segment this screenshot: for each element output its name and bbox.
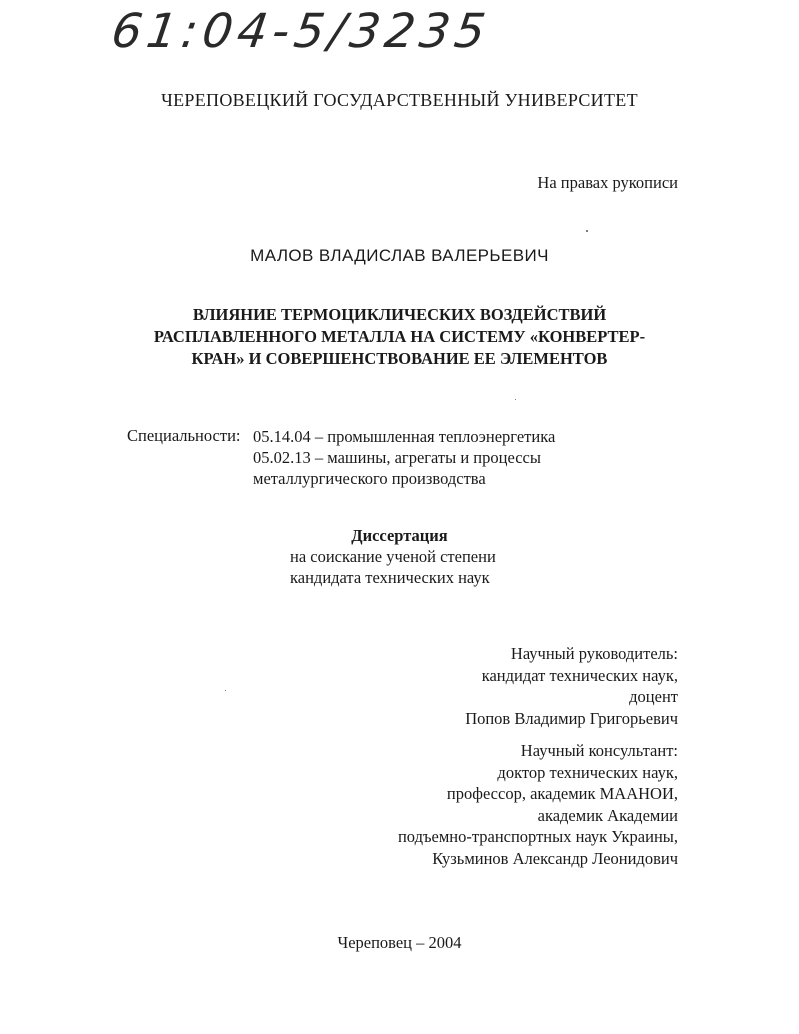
supervisor-line: доцент xyxy=(629,687,678,706)
consultant-line: академик Академии xyxy=(537,805,678,825)
manuscript-note: На правах рукописи xyxy=(537,173,678,192)
supervisor-line: Научный руководитель: xyxy=(510,644,678,663)
consultant-block xyxy=(398,740,678,869)
specialties-list xyxy=(253,426,555,489)
archive-stamp: 61:04-5/3235 xyxy=(108,4,494,59)
degree-line: на соискание ученой степени xyxy=(290,547,496,566)
supervisor-block xyxy=(465,643,678,729)
specialty-line: 05.02.13 – машины, агрегаты и процессы xyxy=(253,448,541,467)
consultant-line: профессор, академик МААНОИ, xyxy=(446,784,678,803)
dissertation-heading-block xyxy=(0,525,799,546)
degree-description xyxy=(290,546,496,588)
specialty-line: металлургического производства xyxy=(253,469,486,488)
title-line: ВЛИЯНИЕ ТЕРМОЦИКЛИЧЕСКИХ ВОЗДЕЙСТВИЙ xyxy=(192,305,607,324)
scan-speck xyxy=(586,230,588,232)
scan-speck xyxy=(515,399,516,400)
title-line: КРАН» И СОВЕРШЕНСТВОВАНИЕ ЕЕ ЭЛЕМЕНТОВ xyxy=(191,349,608,368)
consultant-line: Научный консультант: xyxy=(520,741,678,760)
scan-speck xyxy=(225,690,226,691)
supervisor-line: кандидат технических наук, xyxy=(481,665,678,685)
title-line: РАСПЛАВЛЕННОГО МЕТАЛЛА НА СИСТЕМУ «КОНВЕРТЕР- xyxy=(153,327,646,346)
consultant-line: доктор технических наук, xyxy=(497,762,678,782)
degree-line: кандидата технических наук xyxy=(290,568,490,587)
author-name: МАЛОВ ВЛАДИСЛАВ ВАЛЕРЬЕВИЧ xyxy=(250,246,549,265)
supervisor-line: Попов Владимир Григорьевич xyxy=(465,708,678,728)
consultant-line: подъемно-транспортных наук Украины, xyxy=(397,827,678,846)
university-name: ЧЕРЕПОВЕЦКИЙ ГОСУДАРСТВЕННЫЙ УНИВЕРСИТЕТ xyxy=(161,90,638,110)
consultant-line: Кузьминов Александр Леонидович xyxy=(432,848,678,868)
specialty-line: 05.14.04 – промышленная теплоэнергетика xyxy=(253,427,556,446)
dissertation-title xyxy=(0,304,799,370)
dissertation-heading: Диссертация xyxy=(351,526,448,545)
city-year: Череповец – 2004 xyxy=(337,933,462,952)
specialties-label: Специальности: xyxy=(127,426,241,445)
